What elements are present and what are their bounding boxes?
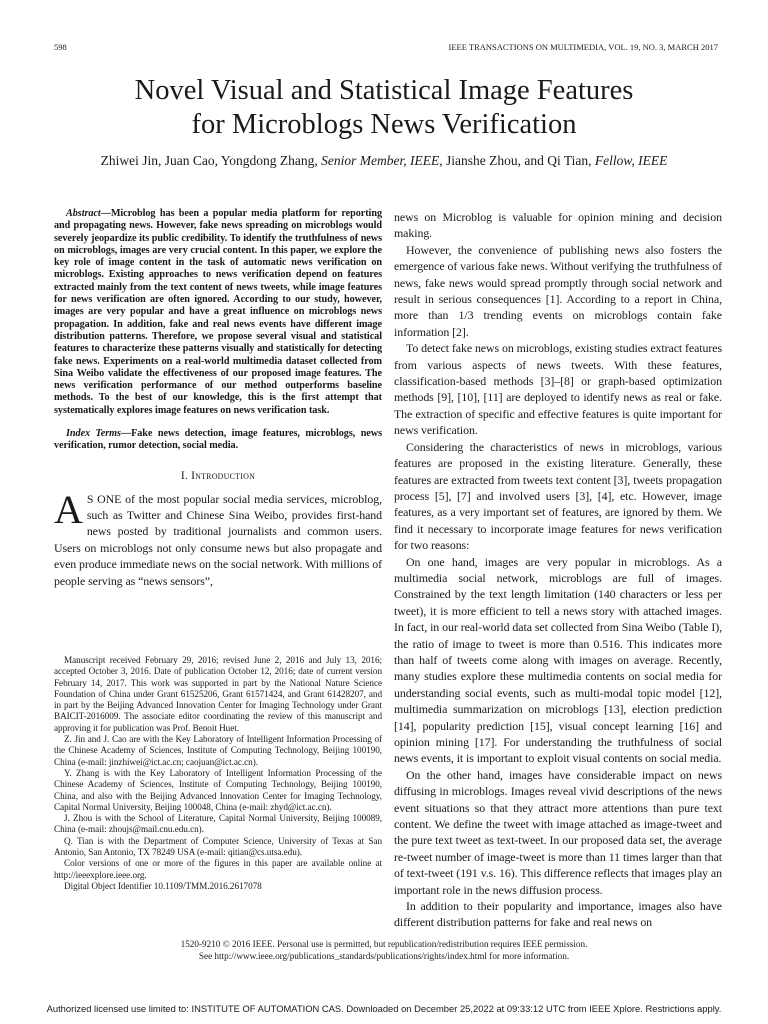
title-line-2: for Microblogs News Verification [191,109,577,140]
footnote-affiliation-tian: Q. Tian is with the Department of Computer Science, University of Texas at San Antonio, San Antonio, TX 78249 USA (e-mail: qitian@cs.utsa.edu). [54,835,382,858]
index-terms-text: —Fake news detection, image features, microblogs, news verification, rumor detection, social media. [54,428,383,452]
author-names-b: , Jianshe Zhou, and Qi Tian, [439,153,595,168]
copyright-line-1: 1520-9210 © 2016 IEEE. Personal use is permitted, but republication/redistribution requires IEEE permission. [180,939,588,949]
body-paragraph: However, the convenience of publishing news also fosters the emergence of various fake news. Without verifying the truthfulness of news, fake news would spread promptly through social network and result in serious consequences [1]. According to a report in China, more than 1/3 trending events on microblogs contain fake information [2]. [394,242,722,339]
abstract-text: —Microblog has been a popular media platform for reporting and propagating news. However, fake news spreading on microblogs would severely jeopardize its public credibility. To identify the truthfulness of news on microblogs, images are very crucial content. In this paper, we explore the key role of image content in the task of automatic news verification on microblogs. Existing approaches to news verification depend on features extracted mainly from the text content of news tweets, while image features for news verification are often ignored. According to our study, however, images are very popular and have a great influence on microblogs news propagation. In addition, fake and real news events have different image distribution patterns. Therefore, we propose several visual and statistical features to characterize these patterns visually and statistically for detecting fake news. Experiments on a real-world multimedia dataset collected from Sina Weibo validate the effectiveness of our proposed image features. The news verification performance of our method outperforms baseline methods. To the best of our knowledge, this is the first attempt that systematically explores image features on news verification task. [54,208,382,416]
section-heading-introduction [54,469,382,483]
section-title: Introduction [191,469,256,482]
drop-cap: A [54,486,83,532]
footnotes [54,655,382,892]
author-names-a: Zhiwei Jin, Juan Cao, Yongdong Zhang, [100,153,322,168]
author-list [0,152,768,169]
body-paragraph: On one hand, images are very popular in microblogs. As a multimedia social network, microblogs are full of images. Constrained by the text length limitation (140 characters or less per tweet), it is more efficient to tell a news story with attached images. In fact, in our real-world data set collected from Sina Weibo (Table I), the ratio of image to tweet is more than 0.516. This indicates more than half of tweets come along with images on average. Recently, many studies explore these multimedia contents on social media for understanding social events, such as multi-modal topic model [12], multimedia summarization on microblogs [13], election prediction [14], popularity prediction [15], visual concept learning [16] and opinion mining [17]. For understanding the truthfulness of social news events, it is important to exploit visual contents on social media. [394,554,722,766]
body-paragraph: To detect fake news on microblogs, existing studies extract features from various aspects of news tweets. With these features, classification-based methods [3]–[8] or graph-based optimization methods [9], [10], [11] are deployed to identify news as real or fake. The extraction of specific and effective features is quite important for news verification. [394,341,722,438]
paper-title [0,74,768,142]
right-column [394,209,722,931]
download-notice: Authorized licensed use limited to: INSTITUTE OF AUTOMATION CAS. Downloaded on December 25,2022 at 09:33:12 UTC from IEEE Xplore. Restrictions apply. [46,1003,722,1014]
footnote-color-versions: Color versions of one or more of the figures in this paper are available online at http://ieeexplore.ieee.org. [54,858,382,880]
page-number: 598 [54,42,67,52]
abstract-lead: Abstract [66,208,101,219]
body-paragraph: news on Microblog is valuable for opinion mining and decision making. [394,210,722,241]
footnote-manuscript: Manuscript received February 29, 2016; revised June 2, 2016 and July 13, 2016; accepted October 3, 2016. Date of publication October 12, 2016; date of current version February 14, 2017. This work was supported in part by the National Nature Science Foundation of China under Grant 61525206, Grant 61571424, and Grant 61428207, and in part by the Beijing Advanced Innovation Center for Imaging Technology under Grant BAICIT-2016009. The associate editor coordinating the review of this manuscript and approving it for publication was Prof. Benoit Huet. [54,655,382,733]
body-paragraph: On the other hand, images have considerable impact on news diffusing in microblogs. Images reveal vivid descriptions of the news event situations so that they attract more attentions than pure text content. We define the tweet with image attached as image-tweet and the pure text tweet as text-tweet. In our proposed data set, the average re-tweet number of image-tweet is more than 11 times larger than that of text-tweet (191 v.s. 16). This difference reflects that images play an important role in the news diffusion process. [394,767,722,897]
footnote-affiliation-jin-cao: Z. Jin and J. Cao are with the Key Laboratory of Intelligent Information Processing of the Chinese Academy of Sciences, Institute of Computing Technology, Beijing 100190, China (e-mail: jinzhiwei@ict.ac.cn; caojuan@ict.ac.cn). [54,734,382,767]
body-paragraph: In addition to their popularity and importance, images also have different distribution patterns for fake and real news on [394,899,722,930]
body-paragraph: Considering the characteristics of news in microblogs, various features are proposed in the existing literature. Generally, these features are extracted from tweets text content [3], tweets propagation process [5], [7] and involved users [3], [4], etc. However, image features, as a very important set of features, are ignored by them. We find it necessary to incorporate image features for news verification for two reasons: [394,439,722,553]
footnote-doi: Digital Object Identifier 10.1109/TMM.2016.2617078 [64,880,262,891]
journal-header: IEEE TRANSACTIONS ON MULTIMEDIA, VOL. 19, NO. 3, MARCH 2017 [448,42,718,52]
copyright-notice [0,938,768,962]
footnote-affiliation-zhang: Y. Zhang is with the Key Laboratory of Intelligent Information Processing of the Chinese Academy of Sciences, Institute of Computing Technology, Beijing 100190, China, and also with the Beijing Advanced Innovation Center for Imaging Technology, Capital Normal University, Beijing 100048, China (e-mail: zhyd@ict.ac.cn). [54,767,382,812]
left-column [54,208,382,589]
intro-text: S ONE of the most popular social media services, microblog, such as Twitter and Chinese Sina Weibo, provides first-hand news posted by traditional journalists and common users. Users on microblogs not only consume news but also propagate and even produce immediate news on the social network. With millions of people serving as “news sensors”, [54,491,382,588]
index-terms [54,428,382,453]
intro-paragraph [54,486,382,589]
index-terms-lead: Index Terms [66,428,121,440]
footnote-affiliation-zhou: J. Zhou is with the School of Literature, Capital Normal University, Beijing 100089, China (e-mail: zhoujs@mail.cnu.edu.cn). [54,813,382,835]
abstract [54,208,382,417]
author-role-b: Fellow, IEEE [594,153,668,168]
section-numeral: I. [180,469,192,482]
copyright-line-2: See http://www.ieee.org/publications_standards/publications/rights/index.html for more information. [198,951,570,961]
title-line-1: Novel Visual and Statistical Image Features [134,75,634,106]
author-role-a: Senior Member, IEEE [321,153,440,168]
